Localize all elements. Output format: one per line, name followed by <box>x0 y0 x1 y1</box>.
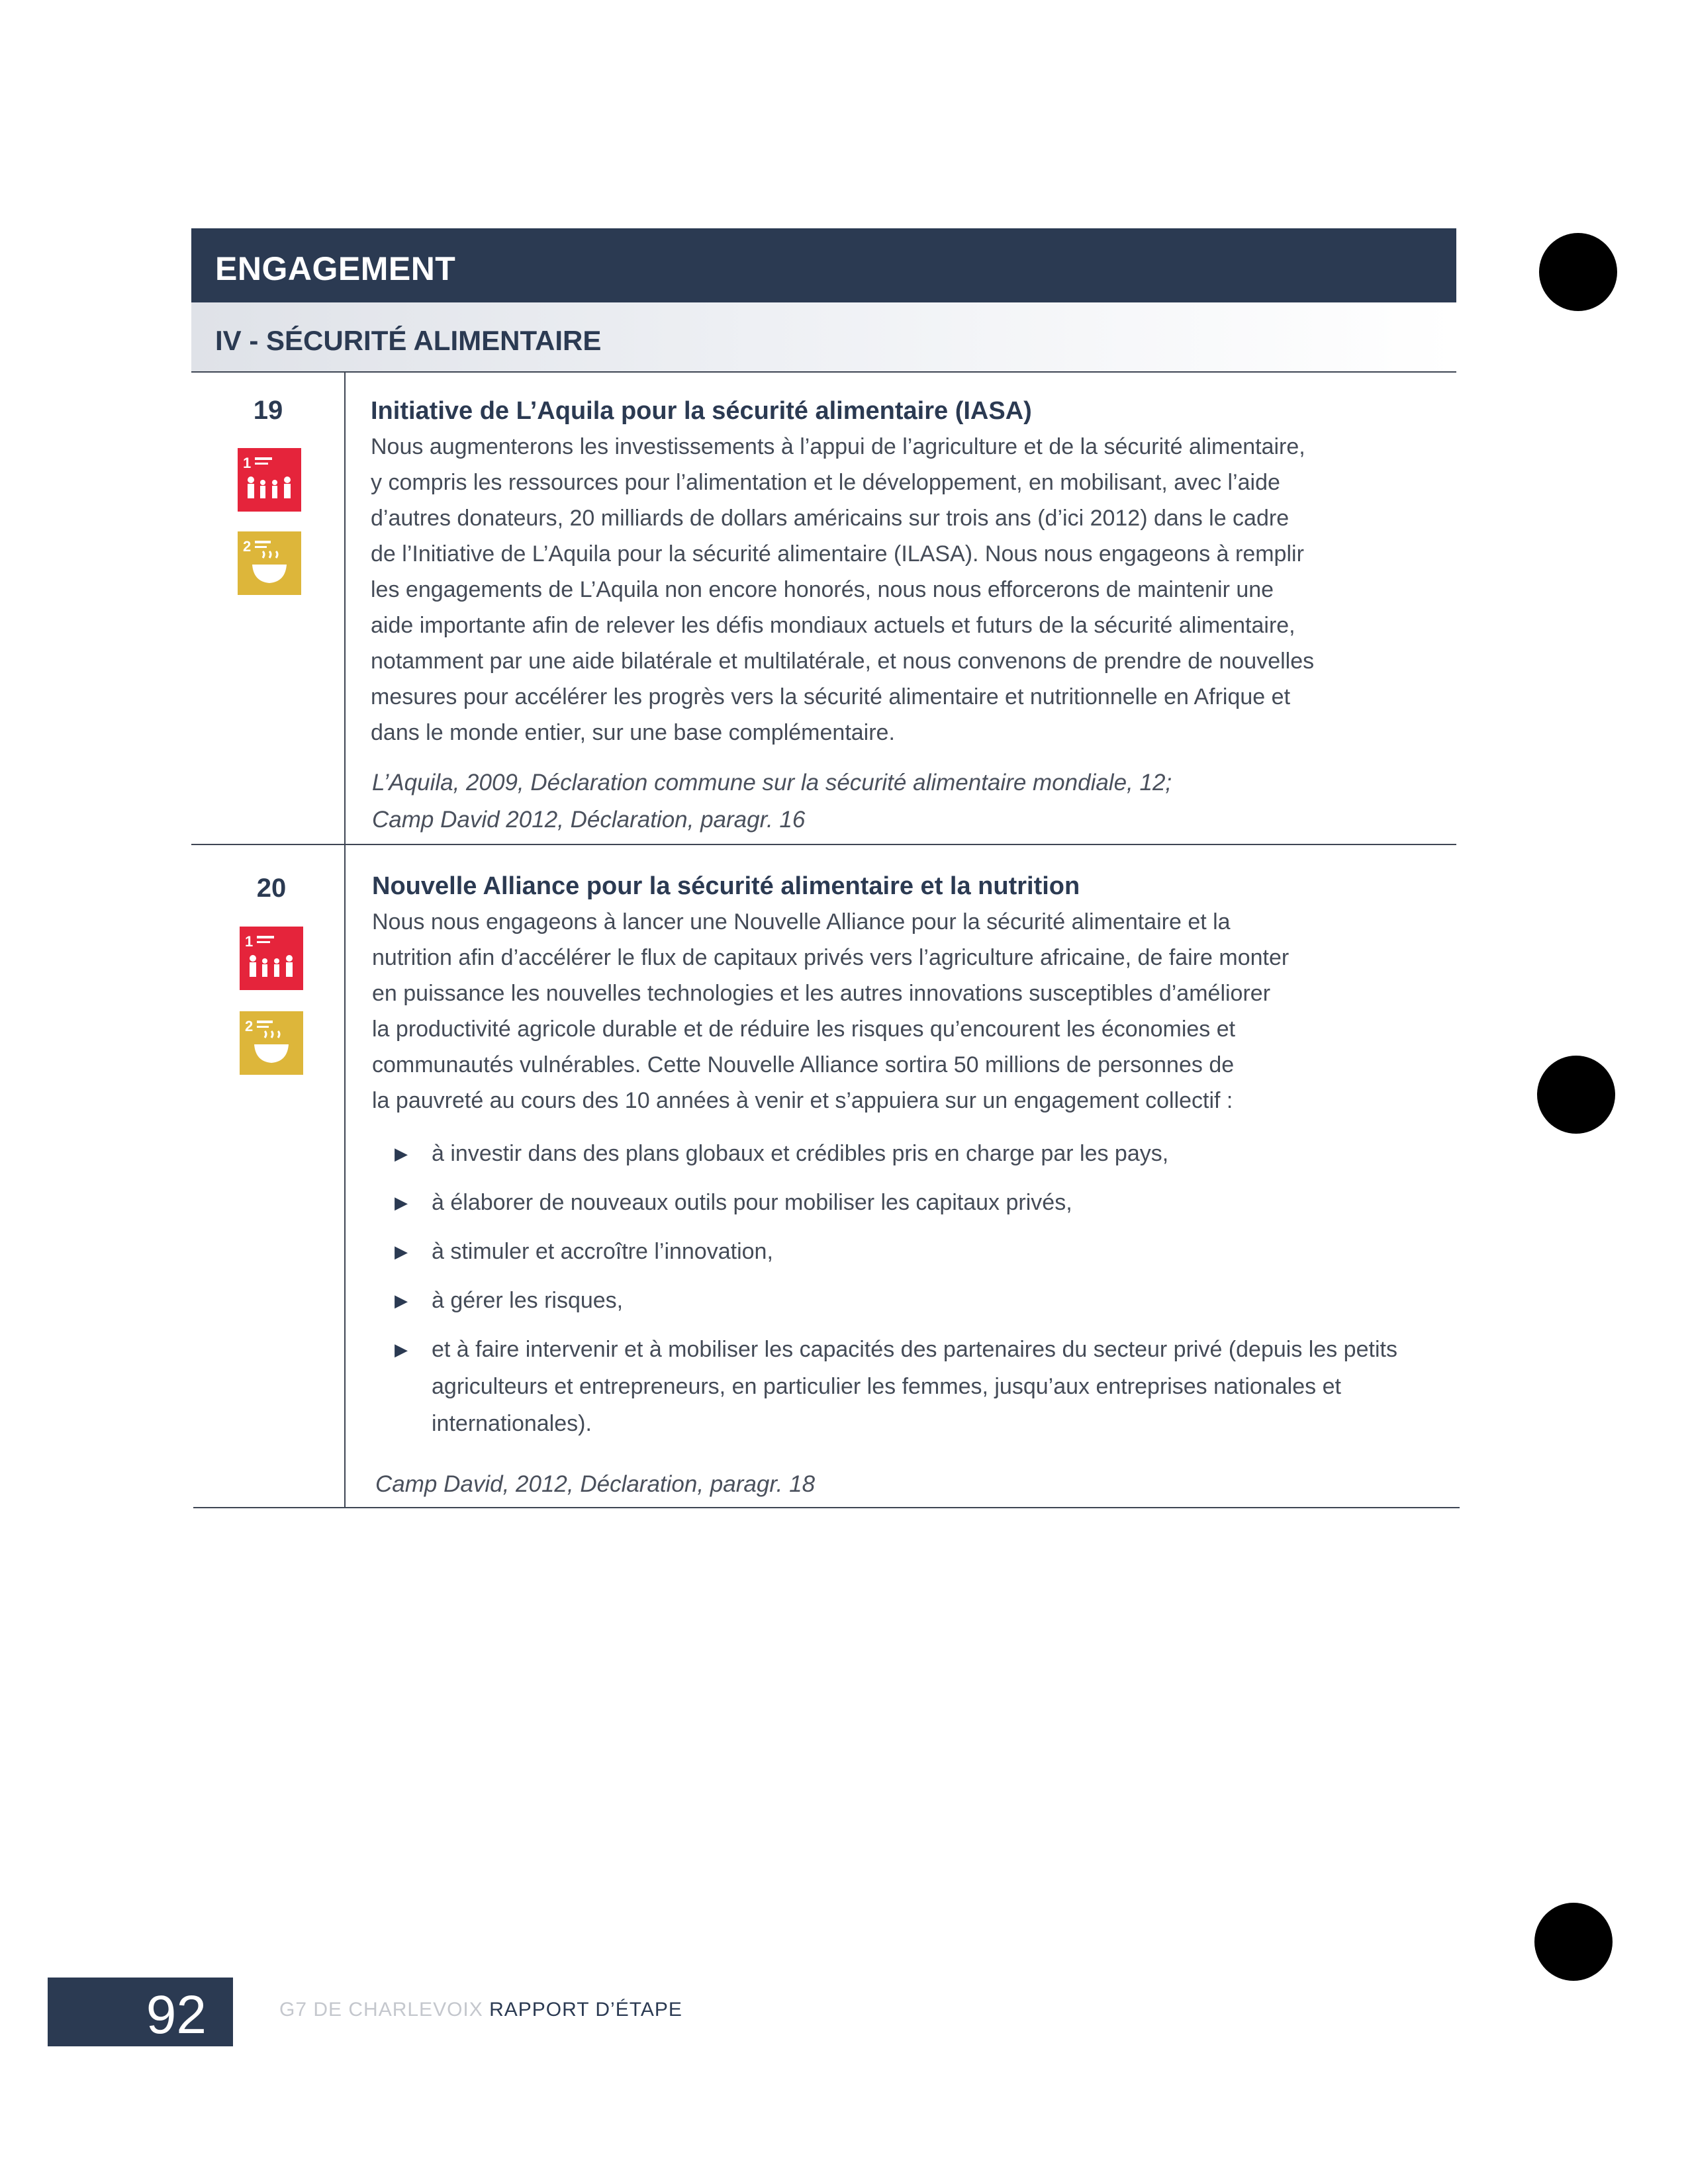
commitment-bullet-list <box>395 1135 1414 1454</box>
entry-body <box>372 904 1438 1118</box>
footer-document-title <box>279 1999 682 2021</box>
body-line: communautés vulnérables. Cette Nouvelle Alliance sortira 50 millions de personnes de <box>372 1052 1235 1077</box>
list-item <box>395 1282 1414 1319</box>
triangle-bullet-icon: ▶ <box>395 1144 408 1163</box>
entry-number: 19 <box>253 396 283 425</box>
section-title: ENGAGEMENT <box>215 250 456 287</box>
body-line: d’autres donateurs, 20 milliards de dollars américains sur trois ans (d’ici 2012) dans le cadre <box>371 506 1289 531</box>
sdg-1-no-poverty-icon <box>240 927 303 990</box>
triangle-bullet-icon: ▶ <box>395 1242 408 1261</box>
entry-title: Initiative de L’Aquila pour la sécurité alimentaire (IASA) <box>371 397 1032 425</box>
reference-line: Camp David, 2012, Déclaration, paragr. 18 <box>375 1471 816 1497</box>
list-item-text: à stimuler et accroître l’innovation, <box>432 1239 773 1264</box>
list-item <box>395 1331 1414 1442</box>
svg-text:1: 1 <box>245 933 254 950</box>
svg-text:2: 2 <box>245 1018 254 1034</box>
row-divider <box>191 844 1456 845</box>
sdg-2-zero-hunger-icon <box>238 531 301 595</box>
body-line: la productivité agricole durable et de réduire les risques qu’encourent les économies et <box>372 1017 1236 1042</box>
svg-text:1: 1 <box>243 455 252 471</box>
entry-references <box>375 1466 1434 1503</box>
reference-line: L’Aquila, 2009, Déclaration commune sur la sécurité alimentaire mondiale, 12; <box>372 770 1172 796</box>
body-line: notamment par une aide bilatérale et multilatérale, et nous convenons de prendre de nouvelles <box>371 649 1315 674</box>
list-item-text: à élaborer de nouveaux outils pour mobiliser les capitaux privés, <box>432 1190 1072 1215</box>
body-line: Nous augmenterons les investissements à l’appui de l’agriculture et de la sécurité alimentaire, <box>371 434 1305 459</box>
list-item-text: à gérer les risques, <box>432 1288 624 1313</box>
subsection-header <box>191 302 1456 371</box>
list-item-text: et à faire intervenir et à mobiliser les capacités des partenaires du secteur privé (depuis les petits agriculteurs et entrepreneurs, en particulier les femmes, jusqu’aux entreprises nationales et internationales). <box>432 1337 1397 1436</box>
entry-title: Nouvelle Alliance pour la sécurité alimentaire et la nutrition <box>372 872 1080 900</box>
body-line: dans le monde entier, sur une base complémentaire. <box>371 720 895 745</box>
section-header <box>191 228 1456 302</box>
page-number-box <box>48 1978 233 2046</box>
footer-prefix: G7 DE CHARLEVOIX <box>279 1999 483 2021</box>
list-item <box>395 1184 1414 1221</box>
subsection-title: IV - SÉCURITÉ ALIMENTAIRE <box>215 325 602 356</box>
body-line: nutrition afin d’accélérer le flux de capitaux privés vers l’agriculture africaine, de faire monter <box>372 945 1289 970</box>
body-line: mesures pour accélérer les progrès vers la sécurité alimentaire et nutritionnelle en Afrique et <box>371 684 1291 709</box>
sdg-1-no-poverty-icon <box>238 448 301 512</box>
reference-line: Camp David 2012, Déclaration, paragr. 16 <box>372 807 806 833</box>
footer-title: RAPPORT D’ÉTAPE <box>489 1999 682 2021</box>
triangle-bullet-icon: ▶ <box>395 1291 408 1310</box>
list-item-text: à investir dans des plans globaux et crédibles pris en charge par les pays, <box>432 1141 1169 1166</box>
svg-text:2: 2 <box>243 538 252 555</box>
entry-number: 20 <box>256 874 287 903</box>
list-item <box>395 1233 1414 1270</box>
table-bottom-rule <box>193 1507 1460 1508</box>
table-top-rule <box>191 371 1456 373</box>
body-line: aide importante afin de relever les défis mondiaux actuels et futurs de la sécurité alimentaire, <box>371 613 1295 638</box>
body-line: y compris les ressources pour l’alimentation et le développement, en mobilisant, avec l’aide <box>371 470 1280 495</box>
entry-references <box>372 764 1431 839</box>
punch-hole <box>1537 1056 1615 1134</box>
triangle-bullet-icon: ▶ <box>395 1340 408 1359</box>
entry-body <box>371 429 1436 751</box>
body-line: les engagements de L’Aquila non encore honorés, nous nous efforcerons de maintenir une <box>371 577 1274 602</box>
body-line: de l’Initiative de L’Aquila pour la sécurité alimentaire (ILASA). Nous nous engageons à remplir <box>371 541 1304 567</box>
punch-hole <box>1539 233 1617 311</box>
body-line: Nous nous engageons à lancer une Nouvelle Alliance pour la sécurité alimentaire et la <box>372 909 1231 934</box>
triangle-bullet-icon: ▶ <box>395 1193 408 1212</box>
body-line: la pauvreté au cours des 10 années à venir et s’appuiera sur un engagement collectif : <box>372 1088 1233 1113</box>
page-number: 92 <box>146 1985 207 2045</box>
sdg-2-zero-hunger-icon <box>240 1011 303 1075</box>
body-line: en puissance les nouvelles technologies et les autres innovations susceptibles d’améliorer <box>372 981 1271 1006</box>
punch-hole <box>1534 1903 1613 1981</box>
list-item <box>395 1135 1414 1172</box>
table-column-divider <box>344 371 346 1507</box>
